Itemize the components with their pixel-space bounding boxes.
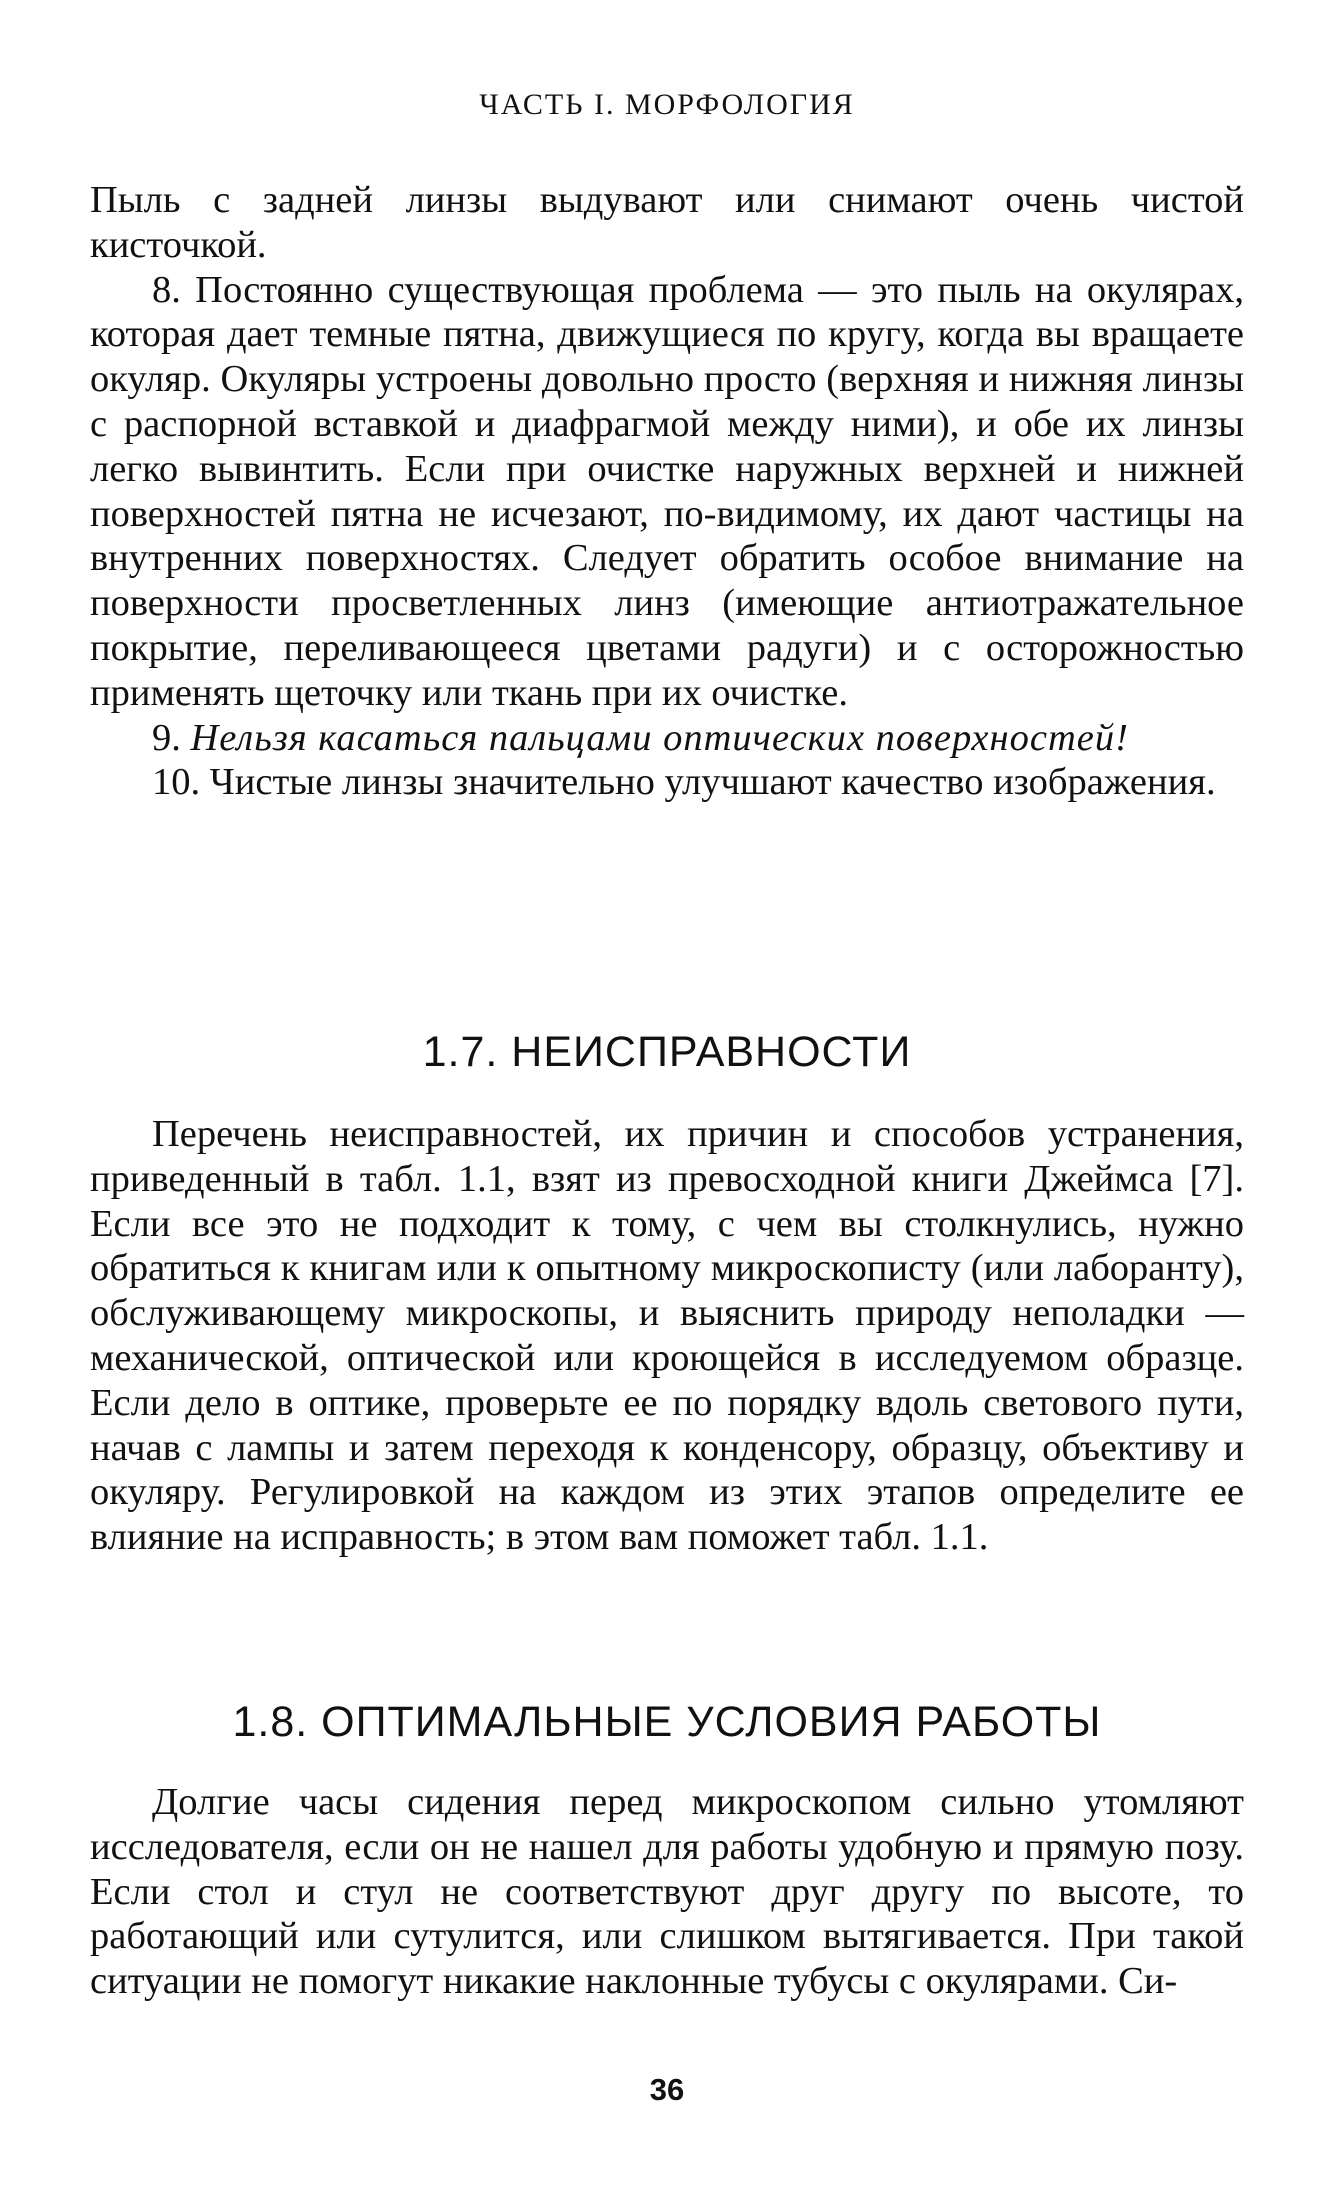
cleaning-continuation-block [90, 178, 1244, 805]
book-page [90, 0, 1244, 2195]
paragraph-rear-lens: Пыль с задней линзы выдувают или снимают очень чистой кисточкой. [90, 179, 1244, 266]
paragraph-working-conditions: Долгие часы сидения перед микроскопом сильно утомляют исследователя, если он не нашел для работы удобную и прямую позу. Если стол и стул не соответствуют друг другу по высоте, то работающий или сутулится, или слишком вытягивается. При такой ситуации не помогут никакие наклонные тубусы с окулярами. Си- [90, 1781, 1244, 2003]
paragraph-malfunctions: Перечень неисправностей, их причин и способов устранения, приведенный в табл. 1.1, взят из превосходной книги Джеймса [7]. Если все это не подходит к тому, с чем вы столкнулись, нужно обратиться к книгам или к опытному микроскописту (или лаборанту), обслуживающему микроскопы, и выяснить природу неполадки — механической, оптической или кроющейся в исследуемом образце. Если дело в оптике, проверьте ее по порядку вдоль светового пути, начав с лампы и затем переходя к конденсору, образцу, объективу и окуляру. Регулировкой на каждом из этих этапов определите ее влияние на исправность; в этом вам поможет табл. 1.1. [90, 1113, 1244, 1559]
paragraph-item-10: 10. Чистые линзы значительно улучшают качество изображения. [152, 761, 1216, 804]
item-9-number: 9. [152, 716, 191, 759]
section-heading-1-8: 1.8. ОПТИМАЛЬНЫЕ УСЛОВИЯ РАБОТЫ [232, 1698, 1102, 1746]
paragraph-item-9 [90, 716, 1244, 761]
section-1-7-body [90, 1112, 1244, 1560]
paragraph-item-8: 8. Постоянно существующая проблема — это пыль на окулярах, которая дает темные пятна, движущиеся по кругу, когда вы вращаете окуляр. Окуляры устроены довольно просто (верхняя и нижняя линзы с распорной вставкой и диафрагмой между ними), и обе их линзы легко вывинтить. Если при очистке наружных верхней и нижней поверхностей пятна не исчезают, по-видимому, их дают частицы на внутренних поверхностях. Следует обратить особое внимание на поверхности просветленных линз (имеющие антиотражательное покрытие, переливающееся цветами радуги) и с осторожностью применять щеточку или ткань при их очистке. [90, 268, 1244, 714]
running-head: ЧАСТЬ I. МОРФОЛОГИЯ [479, 88, 855, 121]
item-9-warning: Нельзя касаться пальцами оптических поверхностей! [190, 716, 1129, 759]
page-number: 36 [649, 2072, 685, 2107]
section-heading-1-7: 1.7. НЕИСПРАВНОСТИ [422, 1028, 912, 1076]
section-1-8-body [90, 1780, 1244, 2004]
